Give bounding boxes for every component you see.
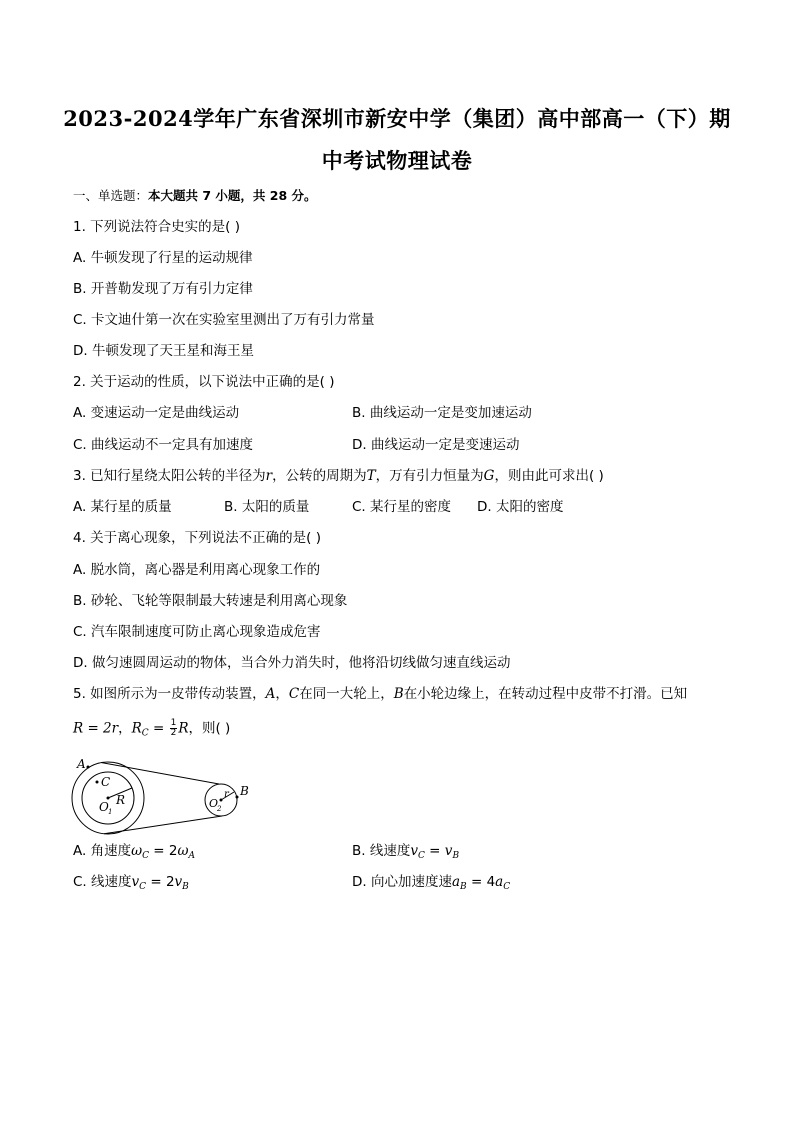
label-radius-r: R [116, 793, 126, 807]
option-lhs-sub: C [139, 882, 147, 892]
section-description: 本大题共 7 小题，共 28 分。 [148, 188, 317, 203]
option-text: D. 向心加速度速 [352, 874, 452, 890]
section-prefix: 一、单选题： [73, 188, 149, 203]
q5-condition-sep: ， [118, 720, 132, 737]
point-b-dot [236, 796, 239, 799]
option-text: B. 线速度 [352, 843, 411, 859]
q3-option-b: B. 太阳的质量 [224, 499, 310, 515]
center-o2-dot [220, 799, 223, 802]
q3-stem-part: ，则由此可求出( ) [494, 468, 604, 484]
option-lhs-sub: B [460, 882, 467, 892]
label-o1-sub: 1 [108, 808, 113, 816]
option-eq: = 2 [149, 843, 178, 859]
q4-option-a: A. 脱水筒，离心器是利用离心现象工作的 [73, 562, 321, 578]
option-lhs-sub: C [142, 851, 149, 861]
option-lhs: v [131, 874, 140, 890]
q5-stem-part: 在同一大轮上， [299, 686, 394, 702]
option-rhs-sub: C [503, 882, 511, 892]
q5-condition-end: ，则( ) [188, 720, 231, 737]
exam-title-line2: 中考试物理试卷 [321, 148, 473, 173]
label-o2-sub: 2 [217, 805, 222, 813]
q5-condition-rc-sub: C [141, 728, 149, 739]
q2-option-a: A. 变速运动一定是曲线运动 [73, 405, 240, 421]
q3-var-g: G [483, 468, 495, 484]
option-rhs: v [174, 874, 183, 890]
option-lhs: a [451, 874, 461, 890]
q5-var-c: C [288, 686, 300, 702]
q2-stem: 2. 关于运动的性质，以下说法中正确的是( ) [73, 374, 335, 390]
label-radius-small-r: r [224, 789, 229, 800]
q3-option-a: A. 某行星的质量 [73, 499, 172, 515]
option-lhs: v [410, 843, 418, 859]
label-o1: O [99, 800, 109, 814]
section-heading [73, 187, 317, 205]
q5-condition-r: R = 2r [73, 720, 119, 737]
q1-option-c: C. 卡文迪什第一次在实验室里测出了万有引力常量 [73, 312, 375, 328]
option-rhs: a [495, 874, 504, 890]
point-a-dot [87, 766, 90, 769]
option-rhs-sub: A [188, 851, 195, 861]
q5-stem-part: 5. 如图所示为一皮带传动装置， [73, 686, 266, 702]
q5-option-b [352, 842, 459, 865]
label-o2: O [209, 797, 219, 810]
label-c: C [101, 775, 111, 789]
q5-option-d [352, 873, 510, 896]
q1-option-b: B. 开普勒发现了万有引力定律 [73, 281, 253, 297]
q3-stem [73, 467, 604, 485]
q5-option-a [73, 842, 195, 865]
q5-condition-rc: R [131, 720, 142, 737]
fraction-denominator: 2 [170, 728, 177, 738]
q3-option-c: C. 某行星的密度 [352, 499, 452, 515]
q5-option-c [73, 873, 189, 896]
point-c-dot [96, 781, 99, 784]
fraction-numerator: 1 [170, 718, 177, 728]
belt-top [101, 763, 219, 785]
q5-var-b: B [393, 686, 404, 702]
q5-stem-part: 在小轮边缘上，在转动过程中皮带不打滑。已知 [403, 686, 688, 702]
q3-var-r: r [265, 468, 273, 484]
q1-option-d: D. 牛顿发现了天王星和海王星 [73, 343, 254, 359]
option-rhs: ω [177, 843, 189, 859]
q2-option-d: D. 曲线运动一定是变速运动 [352, 437, 520, 453]
option-rhs-sub: B [182, 882, 189, 892]
q5-condition [73, 719, 230, 743]
option-rhs: v [444, 843, 453, 859]
option-lhs: ω [131, 843, 143, 859]
q3-stem-part: 3. 已知行星绕太阳公转的半径为 [73, 468, 266, 484]
q5-stem-sep: ， [275, 686, 289, 702]
belt-bottom [104, 816, 222, 834]
q4-stem: 4. 关于离心现象，下列说法不正确的是( ) [73, 530, 321, 546]
q5-condition-r-right: R [178, 720, 189, 737]
option-eq: = 2 [146, 874, 175, 890]
q4-option-b: B. 砂轮、飞轮等限制最大转速是利用离心现象 [73, 593, 348, 609]
q3-option-d: D. 太阳的密度 [477, 499, 564, 515]
belt-drive-figure [64, 755, 264, 835]
option-eq: = 4 [466, 874, 496, 890]
label-a: A [77, 757, 86, 771]
q2-option-b: B. 曲线运动一定是变加速运动 [352, 405, 532, 421]
option-text: C. 线速度 [73, 874, 132, 890]
option-rhs-sub: B [452, 851, 460, 861]
option-text: A. 角速度 [73, 843, 132, 859]
q4-option-c: C. 汽车限制速度可防止离心现象造成危害 [73, 624, 321, 640]
q5-condition-eq: = [148, 720, 169, 737]
q5-condition-fraction [170, 719, 178, 738]
q3-stem-part: ，万有引力恒量为 [375, 468, 484, 484]
q3-var-t: T [366, 468, 376, 484]
q4-option-d: D. 做匀速圆周运动的物体，当合外力消失时，他将沿切线做匀速直线运动 [73, 655, 511, 671]
q3-stem-part: ，公转的周期为 [272, 468, 367, 484]
q5-var-a: A [265, 686, 276, 702]
q5-stem [73, 685, 687, 703]
label-b: B [240, 784, 249, 798]
option-lhs-sub: C [418, 851, 425, 861]
q2-option-c: C. 曲线运动不一定具有加速度 [73, 437, 254, 453]
option-eq: = [424, 843, 445, 859]
q1-option-a: A. 牛顿发现了行星的运动规律 [73, 250, 253, 266]
q1-stem: 1. 下列说法符合史实的是( ) [73, 219, 240, 235]
exam-title-line1: 2023-2024学年广东省深圳市新安中学（集团）高中部高一（下）期 [63, 106, 731, 131]
